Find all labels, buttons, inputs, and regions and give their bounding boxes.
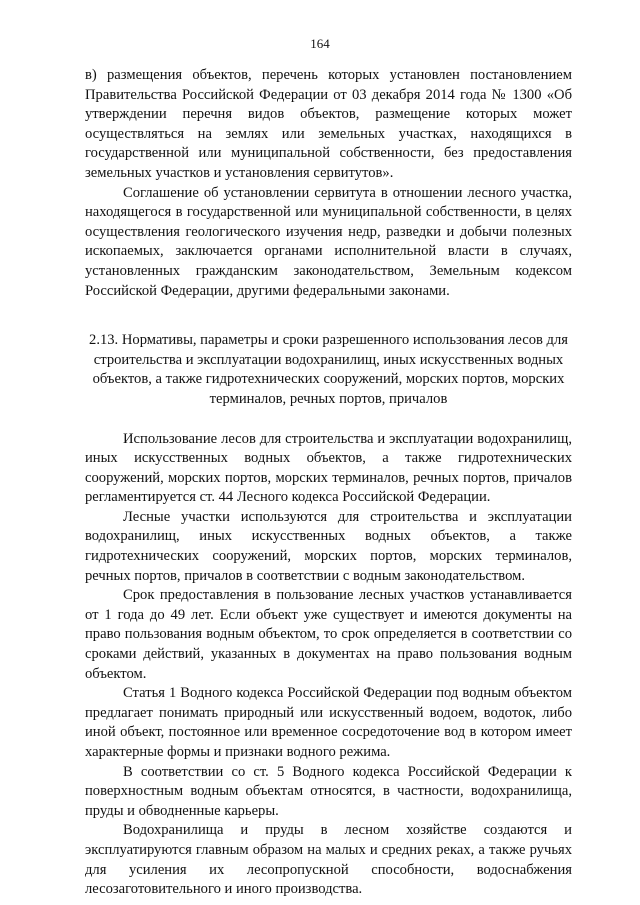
paragraph-subitem-v: в) размещения объектов, перечень которых установлен постановлением Правительства Российской Федерации от 03 декабря 2014 года № 1300 «Об утверждении перечня видов объектов, размещение которых может осуществляться на землях или земельных участках, находящихся в государственной или муниципальной собственности, без предоставления земельных участков и установления сервитутов». bbox=[85, 67, 572, 181]
document-body bbox=[85, 66, 572, 900]
paragraph-forest-use: Использование лесов для строительства и эксплуатации водохранилищ, иных искусственных водных объектов, а также гидротехнических сооружений, морских портов, морских терминалов, речных портов, причалов регламентируется ст. 44 Лесного кодекса Российской Федерации. bbox=[85, 430, 572, 506]
paragraph-servitude-agreement: Соглашение об установлении сервитута в отношении лесного участка, находящегося в государственной или муниципальной собственности, в целях осуществления геологического изучения недр, разведки и добычи полезных ископаемых, заключается органами исполнительной власти в случаях, установленных гражданским законодательством, Земельным кодексом Российской Федерации, другими федеральными законами. bbox=[85, 184, 572, 299]
paragraph-water-code-article-5: В соответствии со ст. 5 Водного кодекса Российской Федерации к поверхностным водным объектам относятся, в частности, водохранилища, пруды и обводненные карьеры. bbox=[85, 763, 572, 819]
paragraph-water-code-article-1: Статья 1 Водного кодекса Российской Федерации под водным объектом предлагает понимать природный или искусственный водоем, водоток, либо иной объект, постоянное или временное сосредоточение вод в котором имеет характерные формы и признаки водного режима. bbox=[85, 685, 572, 760]
section-heading: 2.13. Нормативы, параметры и сроки разрешенного использования лесов для строительства и эксплуатации водохранилищ, иных искусственных водных объектов, а также гидротехнических сооружений, морских портов, морских терминалов, речных портов, причалов bbox=[89, 332, 568, 407]
paragraph-term: Срок предоставления в пользование лесных участков устанавливается от 1 года до 49 лет. Если объект уже существует и имеются документы на право пользования водным объектом, то срок определяется в соответствии со сроками действий, указанных в документах на право пользования водным объектом. bbox=[85, 587, 572, 682]
paragraph-forest-plots: Лесные участки используются для строительства и эксплуатации водохранилищ, иных искусственных водных объектов, а также гидротехнических сооружений, морских портов, морских терминалов, речных портов, причалов в соответствии с водным законодательством. bbox=[85, 508, 572, 584]
paragraph-reservoirs-ponds: Водохранилища и пруды в лесном хозяйстве создаются и эксплуатируются главным образом на малых и средних реках, а также ручьях для усиления их лесопропускной способности, водоснабжения лесозаготовительного и иного производства. bbox=[85, 822, 572, 898]
page-number: 164 bbox=[310, 36, 330, 51]
